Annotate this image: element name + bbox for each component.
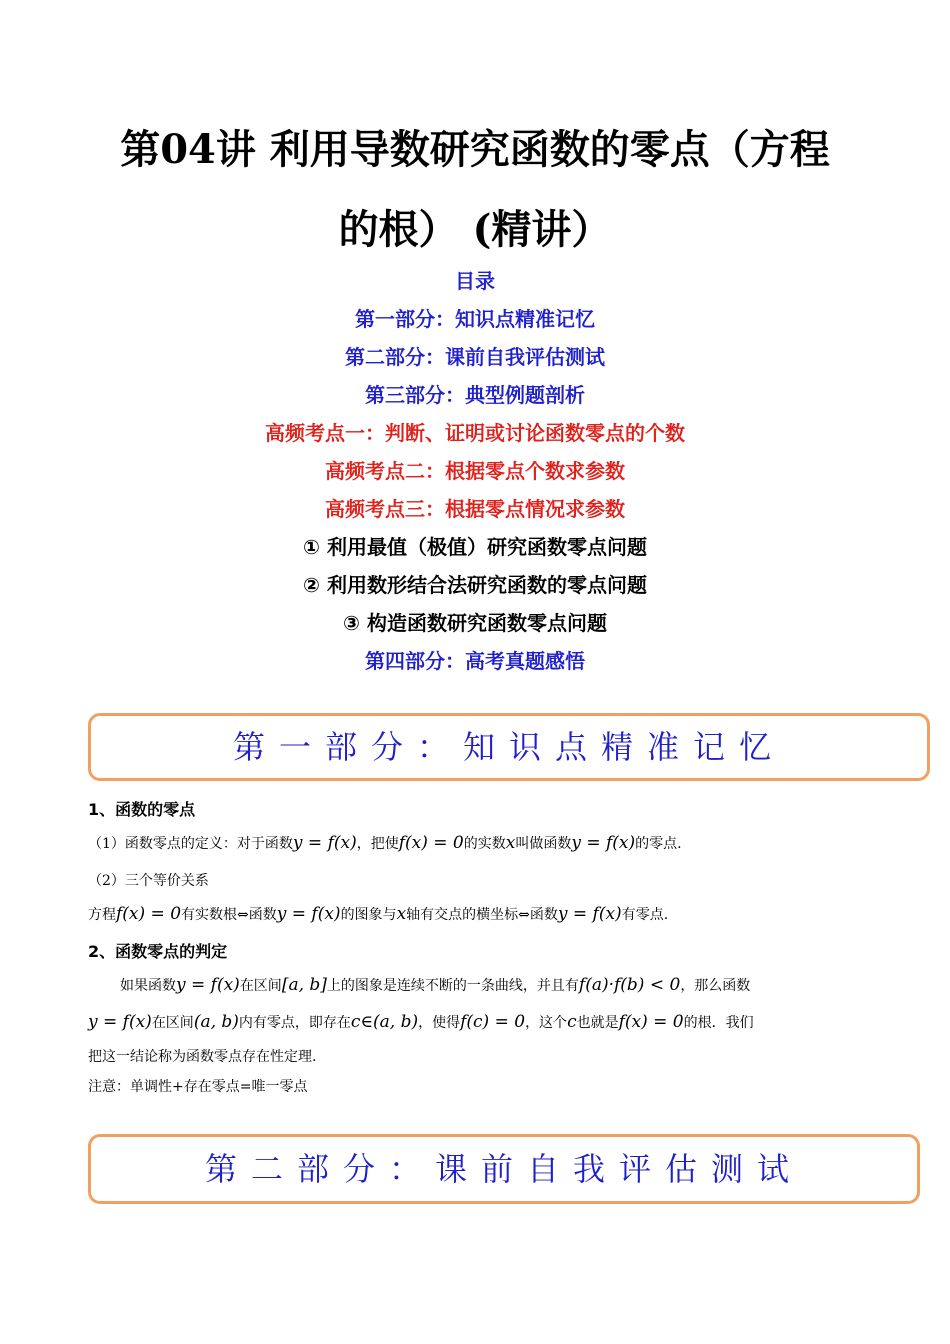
paragraph-theorem-line1: 如果函数y = f(x)在区间[a, b]上的图象是连续不断的一条曲线，并且有f(a)·f(b) < 0，那么函数 [120, 975, 751, 995]
title-line-1: 第04讲 利用导数研究函数的零点（方程 [120, 126, 830, 173]
section-banner-part2 [88, 1134, 920, 1204]
toc-header: 目录 [455, 269, 495, 293]
toc-item-sub2[interactable]: ② 利用数形结合法研究函数的零点问题 [303, 573, 647, 597]
title-line-2: 的根） (精讲） [338, 206, 612, 253]
paragraph-definition: （1）函数零点的定义：对于函数y = f(x)，把使f(x) = 0的实数x叫做函数y = f(x)的零点. [88, 833, 682, 853]
toc-item-kp3[interactable]: 高频考点三：根据零点情况求参数 [325, 497, 625, 521]
toc-item-sub1[interactable]: ① 利用最值（极值）研究函数零点问题 [303, 535, 647, 559]
heading-function-zero: 1、函数的零点 [88, 800, 196, 819]
table-of-contents [0, 262, 950, 680]
paragraph-theorem-line3: 把这一结论称为函数零点存在性定理. [88, 1049, 317, 1065]
paragraph-equivalence-title: （2）三个等价关系 [88, 873, 209, 889]
paragraph-note: 注意：单调性+存在零点=唯一零点 [88, 1079, 308, 1095]
toc-item-kp2[interactable]: 高频考点二：根据零点个数求参数 [325, 459, 625, 483]
paragraph-theorem-line2: y = f(x)在区间(a, b)内有零点，即存在c∈(a, b)，使得f(c) = 0，这个c也就是f(x) = 0的根．我们 [88, 1012, 754, 1032]
section-banner-label: 第二部分：课前自我评估测试 [204, 1150, 803, 1188]
toc-item-part2[interactable]: 第二部分：课前自我评估测试 [345, 345, 605, 369]
document-title [60, 110, 890, 270]
toc-item-part1[interactable]: 第一部分：知识点精准记忆 [355, 307, 595, 331]
toc-item-part4[interactable]: 第四部分：高考真题感悟 [365, 649, 585, 673]
toc-item-sub3[interactable]: ③ 构造函数研究函数零点问题 [343, 611, 607, 635]
section-banner-part1 [88, 713, 930, 781]
toc-item-kp1[interactable]: 高频考点一：判断、证明或讨论函数零点的个数 [265, 421, 685, 445]
paragraph-equivalence: 方程f(x) = 0有实数根⇔函数y = f(x)的图象与x轴有交点的横坐标⇔函数y = f(x)有零点. [88, 904, 669, 924]
heading-zero-criterion: 2、函数零点的判定 [88, 942, 228, 961]
section-banner-label: 第一部分：知识点精准记忆 [232, 728, 785, 766]
toc-item-part3[interactable]: 第三部分：典型例题剖析 [365, 383, 585, 407]
